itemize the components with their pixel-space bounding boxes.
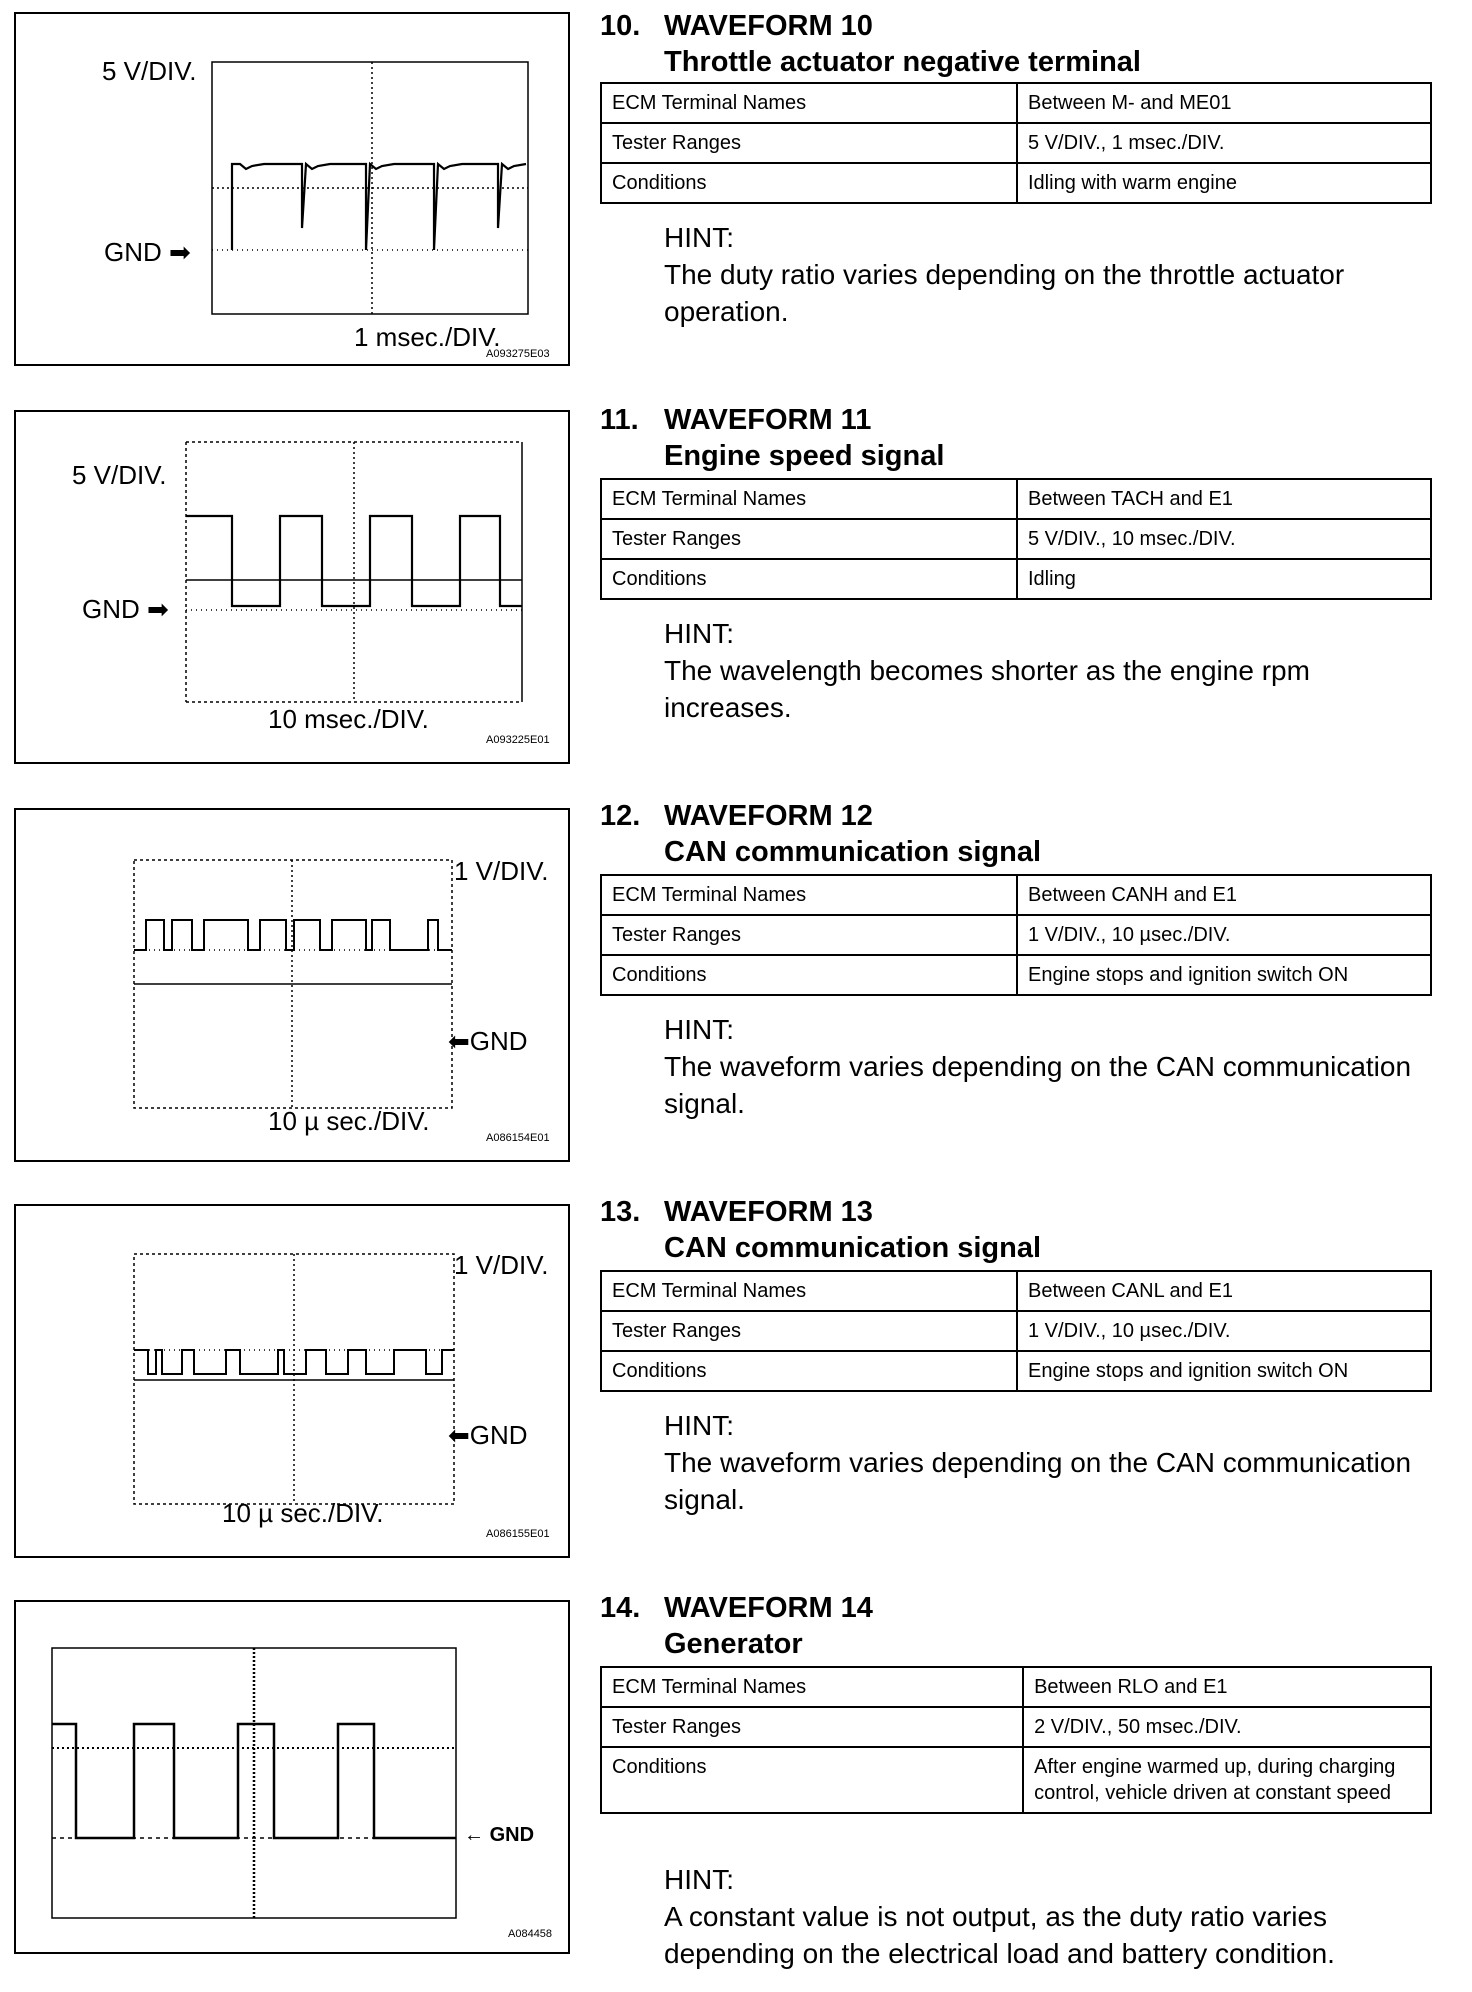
hint-label: HINT: [664,1410,734,1441]
figure-code: A086154E01 [486,1132,550,1144]
gnd-label [448,1026,528,1057]
waveform-10-heading [600,8,873,44]
row-label: Conditions [601,559,1017,599]
table-row [601,1747,1431,1813]
gnd-label [448,1420,528,1451]
waveform-14-subtitle: Generator [664,1628,803,1660]
waveform-13-section [0,1192,1472,1588]
hint-label: HINT: [664,1014,734,1045]
waveform-10-oscilloscope [16,14,568,364]
waveform-14-spec-table [600,1666,1432,1814]
table-row [601,1311,1431,1351]
row-value: Between RLO and E1 [1023,1667,1431,1707]
table-row [601,519,1431,559]
table-row [601,1271,1431,1311]
waveform-10-section [0,0,1472,396]
row-value: Between M- and ME01 [1017,83,1431,123]
row-label: Conditions [601,163,1017,203]
section-title: WAVEFORM 14 [664,1592,873,1624]
row-label: ECM Terminal Names [601,875,1017,915]
hint-text: A constant value is not output, as the duty ratio varies depending on the electrical load and battery condition. [664,1901,1335,1969]
figure-code: A093225E01 [486,734,550,746]
row-value: 1 V/DIV., 10 µsec./DIV. [1017,915,1431,955]
hint-label: HINT: [664,222,734,253]
waveform-14-figure [14,1600,570,1954]
table-row [601,123,1431,163]
time-div-label: 10 msec./DIV. [268,704,429,734]
gnd-text: GND [489,1824,535,1846]
section-title: WAVEFORM 12 [664,800,873,832]
row-value: Between CANL and E1 [1017,1271,1431,1311]
waveform-13-figure [14,1204,570,1558]
row-value: 2 V/DIV., 50 msec./DIV. [1023,1707,1431,1747]
volt-div-label: 1 V/DIV. [454,1250,549,1280]
section-number: 12. [600,800,641,832]
row-label: Tester Ranges [601,1311,1017,1351]
table-row [601,1667,1431,1707]
row-label: Tester Ranges [601,519,1017,559]
table-row [601,1351,1431,1391]
table-row [601,163,1431,203]
row-value: Between TACH and E1 [1017,479,1431,519]
waveform-11-section [0,398,1472,794]
section-title: WAVEFORM 10 [664,10,873,42]
section-title: WAVEFORM 13 [664,1196,873,1228]
scope-grid-frame [212,62,528,314]
hint-text: The waveform varies depending on the CAN communication signal. [664,1447,1412,1515]
waveform-12-figure [14,808,570,1162]
hint-label: HINT: [664,1864,734,1895]
volt-div-label: 5 V/DIV. [72,460,167,490]
table-row [601,559,1431,599]
row-label: ECM Terminal Names [601,1667,1023,1707]
hint-text: The waveform varies depending on the CAN communication signal. [664,1051,1412,1119]
waveform-13-subtitle: CAN communication signal [664,1232,1042,1264]
waveform-13-spec-table [600,1270,1432,1392]
row-label: ECM Terminal Names [601,479,1017,519]
time-div-label: 10 µ sec./DIV. [222,1498,384,1528]
arrow-right-icon: ➡ [147,594,169,624]
arrow-right-icon: ➡ [169,237,191,267]
row-label: ECM Terminal Names [601,83,1017,123]
table-row [601,1707,1431,1747]
waveform-14-heading [600,1590,873,1626]
figure-code: A084458 [508,1928,553,1940]
waveform-11-subtitle: Engine speed signal [664,440,945,472]
gnd-text: GND [104,237,162,267]
hint-label: HINT: [664,618,734,649]
section-number: 13. [600,1196,641,1228]
table-row [601,915,1431,955]
waveform-11-figure [14,410,570,764]
volt-div-label: 5 V/DIV. [102,56,197,86]
gnd-text: GND [82,594,140,624]
row-value: Engine stops and ignition switch ON [1017,955,1431,995]
row-label: Conditions [601,955,1017,995]
waveform-12-trace [134,920,452,950]
waveform-14-section [0,1588,1472,1984]
arrow-left-icon: ⬅ [448,1026,470,1056]
row-label: Tester Ranges [601,1707,1023,1747]
waveform-12-spec-table [600,874,1432,996]
table-row [601,875,1431,915]
waveform-10-figure [14,12,570,366]
waveform-10-subtitle: Throttle actuator negative terminal [664,46,1141,78]
section-number: 14. [600,1592,641,1624]
figure-code: A086155E01 [486,1528,550,1540]
arrow-left-icon: ⬅ [448,1420,470,1450]
section-number: 11. [600,404,639,436]
table-row [601,955,1431,995]
row-value: Between CANH and E1 [1017,875,1431,915]
table-row [601,83,1431,123]
row-value: Idling [1017,559,1431,599]
row-label: ECM Terminal Names [601,1271,1017,1311]
row-label: Tester Ranges [601,915,1017,955]
arrow-left-icon: ← [464,1824,484,1846]
waveform-11-heading [600,402,871,438]
row-value: 1 V/DIV., 10 µsec./DIV. [1017,1311,1431,1351]
table-row [601,479,1431,519]
hint-text: The duty ratio varies depending on the throttle actuator operation. [664,259,1345,327]
waveform-14-oscilloscope [16,1602,568,1952]
row-label: Conditions [601,1351,1017,1391]
time-div-label: 10 µ sec./DIV. [268,1106,430,1136]
gnd-label [104,237,191,268]
row-value: 5 V/DIV., 10 msec./DIV. [1017,519,1431,559]
row-value: Engine stops and ignition switch ON [1017,1351,1431,1391]
waveform-10-spec-table [600,82,1432,204]
row-label: Tester Ranges [601,123,1017,163]
waveform-12-section [0,796,1472,1192]
volt-div-label: 1 V/DIV. [454,856,549,886]
row-label: Conditions [601,1747,1023,1813]
row-value: 5 V/DIV., 1 msec./DIV. [1017,123,1431,163]
figure-code: A093275E03 [486,348,550,360]
waveform-11-spec-table [600,478,1432,600]
row-value: After engine warmed up, during charging control, vehicle driven at constant speed [1023,1747,1431,1813]
section-number: 10. [600,10,641,42]
time-div-label: 1 msec./DIV. [354,322,501,352]
hint-text: The wavelength becomes shorter as the engine rpm increases. [664,655,1310,723]
gnd-label [464,1824,534,1847]
waveform-12-heading [600,798,873,834]
waveform-12-subtitle: CAN communication signal [664,836,1042,868]
gnd-label [82,594,169,625]
gnd-text: GND [469,1026,528,1056]
section-title: WAVEFORM 11 [664,404,872,436]
waveform-10-trace [232,164,526,250]
row-value: Idling with warm engine [1017,163,1431,203]
waveform-13-heading [600,1194,873,1230]
gnd-text: GND [469,1420,528,1450]
